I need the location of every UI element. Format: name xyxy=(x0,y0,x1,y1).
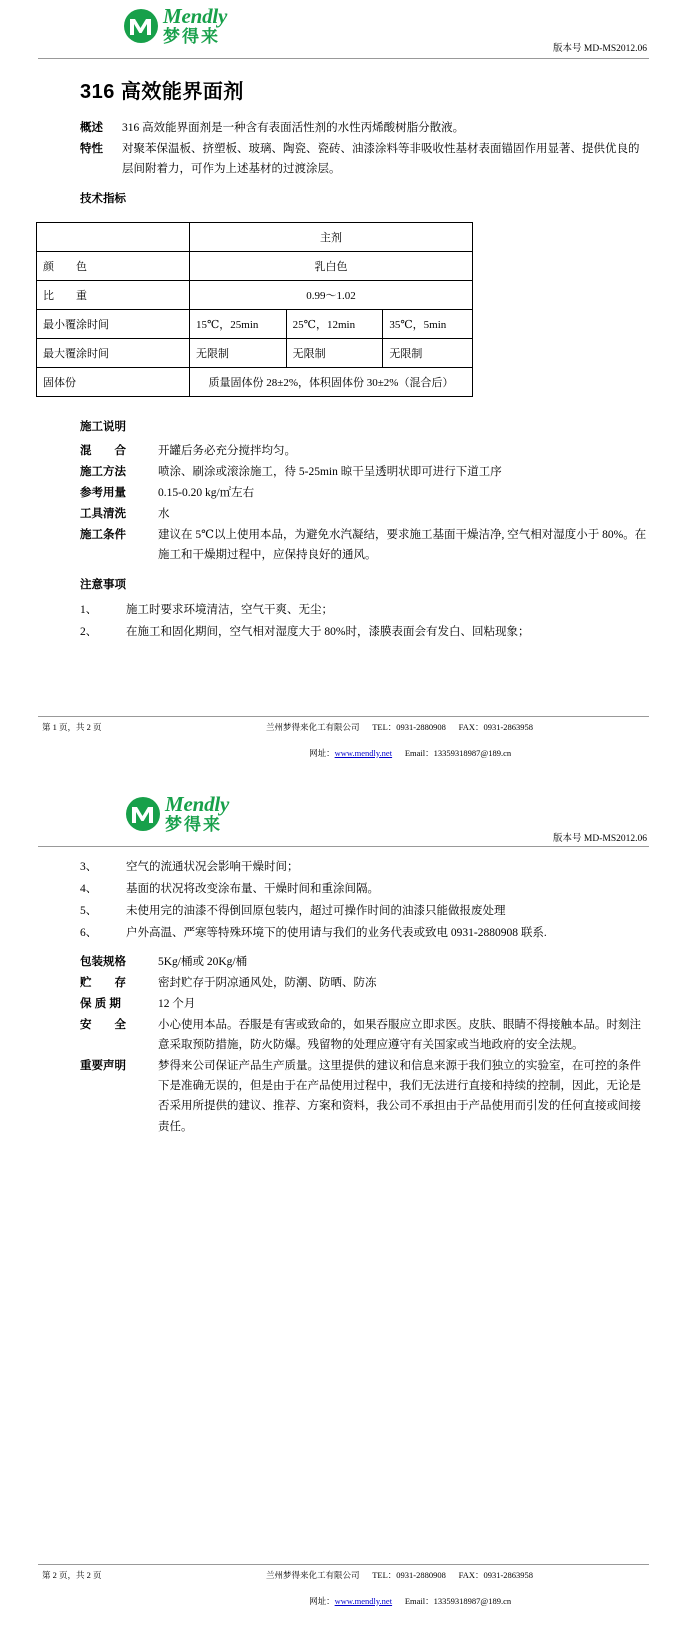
features-text: 对聚苯保温板、挤塑板、玻璃、陶瓷、瓷砖、油漆涂料等非吸收性基材表面锚固作用显著、提供优良的层间附着力，可作为上述基材的过渡涂层。 xyxy=(122,143,640,176)
table-row xyxy=(37,338,473,367)
disclaimer-label: 重要声明 xyxy=(80,1060,126,1073)
shelf-life-text: 12 个月 xyxy=(158,997,196,1010)
storage-label: 贮 存 xyxy=(80,976,126,989)
safety-label: 安 全 xyxy=(80,1018,126,1031)
table-col-header: 主剂 xyxy=(190,222,473,251)
row-value-max-recoat-1: 无限制 xyxy=(190,338,287,367)
caution-number-3: 3、 xyxy=(80,861,98,873)
row-label-color: 颜 色 xyxy=(37,251,190,280)
brand-name-cn-2: 梦得来 xyxy=(165,815,222,834)
safety-text: 小心使用本品。吞服是有害或致命的，如果吞服应立即求医。皮肤、眼睛不得接触本品。时刻注意采取预防措施，防火防爆。残留物的处理应遵守有关国家或当地政府的安全法规。 xyxy=(158,1018,641,1051)
page2-footer xyxy=(38,1564,649,1620)
features-row xyxy=(80,139,649,179)
row-value-max-recoat-2: 无限制 xyxy=(286,338,383,367)
caution-text-1: 施工时要求环境清洁，空气干爽、无尘； xyxy=(126,603,333,616)
construction-label-usage: 参考用量 xyxy=(80,486,126,499)
footer-web-label-1: 网址： xyxy=(309,747,335,758)
construction-label-conditions: 施工条件 xyxy=(80,529,126,542)
caution-text-4: 基面的状况将改变涂布量、干燥时间和重涂间隔。 xyxy=(126,883,379,896)
caution-number-1: 1、 xyxy=(80,603,98,616)
document-page-2 xyxy=(0,790,687,1638)
footer-email-label-1: Email： xyxy=(404,747,434,758)
page1-footer xyxy=(38,716,649,772)
page1-content-2 xyxy=(80,417,649,642)
row-value-max-recoat-3: 无限制 xyxy=(383,338,473,367)
brand-logo xyxy=(124,6,227,45)
version-number: 版本号 MD-MS2012.06 xyxy=(553,44,647,54)
row-label-density: 比 重 xyxy=(37,280,190,309)
packaging-row xyxy=(80,952,649,972)
footer-web-label-2: 网址： xyxy=(309,1595,335,1606)
row-value-density: 0.99～1.02 xyxy=(190,280,473,309)
version-number-2: 版本号 MD-MS2012.06 xyxy=(553,834,647,844)
cautions-heading: 注意事项 xyxy=(80,579,126,592)
footer-website-link-1[interactable]: www.mendly.net xyxy=(334,747,393,758)
footer-email-1: 13359318987@189.cn xyxy=(433,747,512,758)
row-label-max-recoat: 最大覆涂时间 xyxy=(37,338,190,367)
brand-wordmark xyxy=(163,6,227,45)
mendly-logo-icon xyxy=(126,797,160,831)
caution-text-6: 户外高温、严寒等特殊环境下的使用请与我们的业务代表或致电 0931-2880908 联系. xyxy=(126,927,547,940)
safety-row xyxy=(80,1015,649,1055)
caution-text-5: 未使用完的油漆不得倒回原包装内，超过可操作时间的油漆只能做报废处理 xyxy=(126,905,506,918)
footer-website-link-2[interactable]: www.mendly.net xyxy=(334,1595,393,1606)
brand-name-en-2: Mendly xyxy=(165,792,230,816)
construction-row-cleaning xyxy=(80,504,649,524)
construction-text-method: 喷涂、刷涂或滚涂施工，待 5-25min 晾干呈透明状即可进行下道工序 xyxy=(158,465,502,478)
caution-item-6 xyxy=(80,923,649,943)
caution-text-3: 空气的流通状况会影响干燥时间； xyxy=(126,861,299,873)
row-label-min-recoat: 最小覆涂时间 xyxy=(37,309,190,338)
construction-text-conditions: 建议在 5℃以上使用本品，为避免水汽凝结，要求施工基面干燥洁净, 空气相对湿度小于 80%。在施工和干燥期过程中，应保持良好的通风。 xyxy=(158,529,647,562)
row-value-min-recoat-2: 25℃，12min xyxy=(286,309,383,338)
construction-text-cleaning: 水 xyxy=(158,508,170,520)
table-header-row xyxy=(37,222,473,251)
storage-text: 密封贮存于阴凉通风处，防潮、防晒、防冻 xyxy=(158,976,377,989)
overview-row xyxy=(80,118,649,138)
storage-row xyxy=(80,973,649,993)
page-number-1: 第 1 页，共 2 页 xyxy=(42,722,102,732)
row-value-solids: 质量固体份 28±2%，体积固体份 30±2%（混合后） xyxy=(190,367,473,396)
construction-text-mix: 开罐后务必充分搅拌均匀。 xyxy=(158,444,296,457)
construction-label-cleaning: 工具清洗 xyxy=(80,508,126,520)
page-title: 316 高效能界面剂 xyxy=(80,81,244,103)
brand-wordmark-2 xyxy=(165,794,229,833)
construction-row-mix xyxy=(80,441,649,461)
construction-text-usage: 0.15-0.20 kg/㎡左右 xyxy=(158,486,255,499)
caution-item-4 xyxy=(80,879,649,899)
page-header xyxy=(38,0,649,59)
features-label: 特性 xyxy=(80,143,103,156)
overview-label: 概述 xyxy=(80,122,103,134)
table-row xyxy=(37,309,473,338)
footer-company-line-1: 兰州梦得来化工有限公司 TEL：0931-2880908 FAX：0931-2863958 xyxy=(265,722,534,732)
page2-header xyxy=(38,790,649,847)
document-page-1 xyxy=(0,0,687,790)
tech-spec-table xyxy=(36,222,473,397)
brand-name-en: Mendly xyxy=(163,4,228,28)
packaging-text: 5Kg/桶或 20Kg/桶 xyxy=(158,955,248,968)
page-number-2: 第 2 页，共 2 页 xyxy=(42,1570,102,1580)
caution-item-2 xyxy=(80,622,649,642)
construction-row-method xyxy=(80,462,649,482)
table-row xyxy=(37,367,473,396)
page1-content xyxy=(80,118,649,210)
row-value-color: 乳白色 xyxy=(190,251,473,280)
row-label-solids: 固体份 xyxy=(37,367,190,396)
footer-company-line-2: 兰州梦得来化工有限公司 TEL：0931-2880908 FAX：0931-2863958 xyxy=(265,1570,534,1580)
disclaimer-row xyxy=(80,1056,649,1137)
packaging-label: 包装规格 xyxy=(80,955,126,968)
page2-content xyxy=(80,857,649,1137)
table-row xyxy=(37,280,473,309)
caution-item-1 xyxy=(80,600,649,620)
row-value-min-recoat-3: 35℃，5min xyxy=(383,309,473,338)
construction-label-method: 施工方法 xyxy=(80,465,126,478)
brand-logo-2 xyxy=(126,794,229,833)
shelf-life-label: 保 质 期 xyxy=(80,997,121,1010)
caution-text-2: 在施工和固化期间，空气相对湿度大于 80%时，漆膜表面会有发白、回粘现象； xyxy=(126,625,530,638)
construction-row-conditions xyxy=(80,525,649,565)
table-corner-cell xyxy=(37,222,190,251)
caution-item-3 xyxy=(80,857,649,877)
caution-number-6: 6、 xyxy=(80,927,98,940)
caution-number-4: 4、 xyxy=(80,883,98,896)
construction-heading: 施工说明 xyxy=(80,420,126,433)
shelf-life-row xyxy=(80,994,649,1014)
table-row xyxy=(37,251,473,280)
row-value-min-recoat-1: 15℃，25min xyxy=(190,309,287,338)
brand-name-cn: 梦得来 xyxy=(163,27,220,46)
construction-label-mix: 混 合 xyxy=(80,444,126,457)
construction-row-usage xyxy=(80,483,649,503)
caution-item-5 xyxy=(80,901,649,921)
caution-number-2: 2、 xyxy=(80,625,98,638)
footer-email-2: 13359318987@189.cn xyxy=(433,1595,512,1606)
mendly-logo-icon xyxy=(124,9,158,43)
footer-email-label-2: Email： xyxy=(404,1595,434,1606)
caution-number-5: 5、 xyxy=(80,905,98,918)
tech-spec-heading: 技术指标 xyxy=(80,193,126,206)
disclaimer-text: 梦得来公司保证产品生产质量。这里提供的建议和信息来源于我们独立的实验室，在可控的条件下是准确无误的，但是由于在产品使用过程中，我们无法进行直接和持续的控制，因此，无论是否采用所提供的建议、推荐、方案和资料，我公司不承担由于产品使用而引发的任何直接或间接责任。 xyxy=(158,1060,641,1133)
overview-text: 316 高效能界面剂是一种含有表面活性剂的水性丙烯酸树脂分散液。 xyxy=(122,122,465,134)
